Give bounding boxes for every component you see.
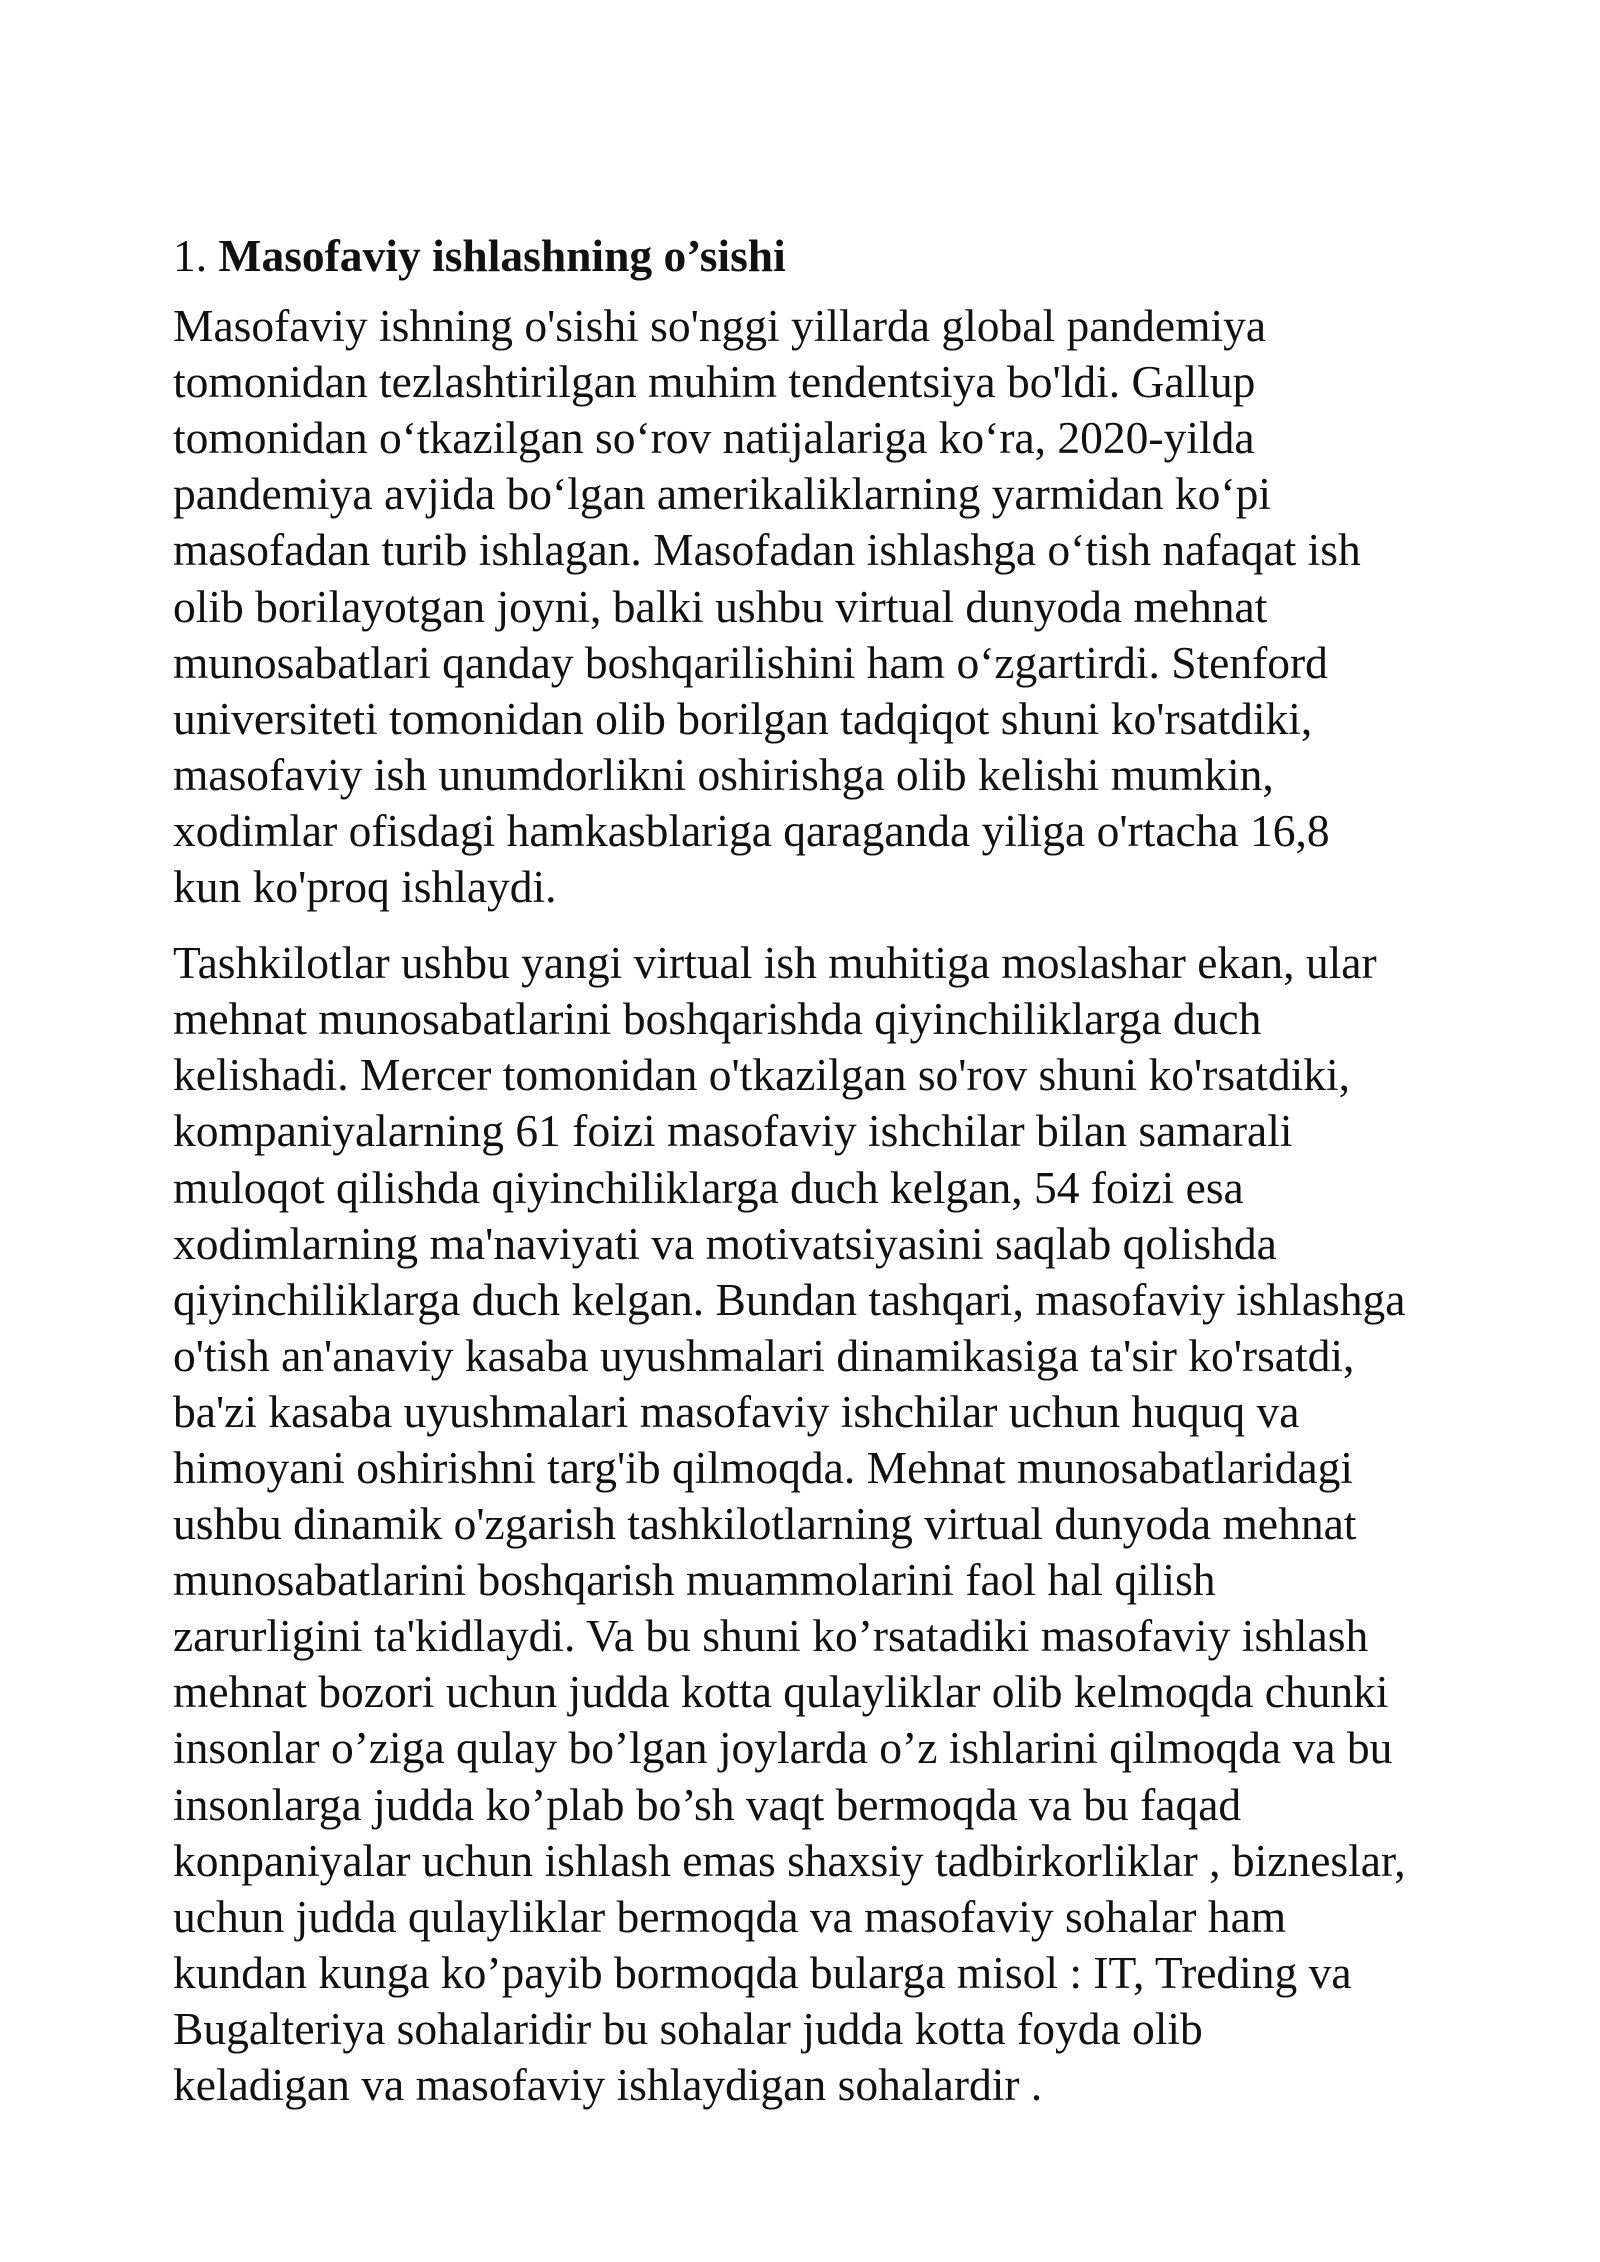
paragraph-2: Tashkilotlar ushbu yangi virtual ish muhitiga moslashar ekan, ular mehnat munosabatlarini boshqarishda qiyinchiliklarga duch kelishadi. Mercer tomonidan o'tkazilgan so'rov shuni ko'rsatdiki, kompaniyalarning 61 foizi masofaviy ishchilar bilan samarali muloqot qilishda qiyinchiliklarga duch kelgan, 54 foizi esa xodimlarning ma'naviyati va motivatsiyasini saqlab qolishda qiyinchiliklarga duch kelgan. Bundan tashqari, masofaviy ishlashga o'tish an'anaviy kasaba uyushmalari dinamikasiga ta'sir ko'rsatdi, ba'zi kasaba uyushmalari masofaviy ishchilar uchun huquq va himoyani oshirishni targ'ib qilmoqda. Mehnat munosabatlaridagi ushbu dinamik o'zgarish tashkilotlarning virtual dunyoda mehnat munosabatlarini boshqarish muammolarini faol hal qilish zarurligini ta'kidlaydi. Va bu shuni ko’rsatadiki masofaviy ishlash mehnat bozori uchun judda kotta qulayliklar olib kelmoqda chunki insonlar o’ziga qulay bo’lgan joylarda o’z ishlarini qilmoqda va bu insonlarga judda ko’plab bo’sh vaqt bermoqda va bu faqad konpaniyalar uchun ishlash emas shaxsiy tadbirkorliklar , bizneslar, uchun judda qulayliklar bermoqda va masofaviy sohalar ham kundan kunga ko’payib bormoqda bularga misol : IT, Treding va Bugalteriya sohalaridir bu sohalar judda kotta foyda olib keladigan va masofaviy ishlaydigan sohalardir . xyxy=(173,937,1406,2110)
section-number: 1. xyxy=(173,230,219,281)
section-title: Masofaviy ishlashning o’sishi xyxy=(218,230,786,281)
document-body xyxy=(173,228,1513,2133)
paragraph-1: Masofaviy ishning o'sishi so'nggi yillarda global pandemiya tomonidan tezlashtirilgan muhim tendentsiya bo'ldi. Gallup tomonidan oʻtkazilgan soʻrov natijalariga koʻra, 2020-yilda pandemiya avjida boʻlgan amerikaliklarning yarmidan koʻpi masofadan turib ishlagan. Masofadan ishlashga oʻtish nafaqat ish olib borilayotgan joyni, balki ushbu virtual dunyoda mehnat munosabatlari qanday boshqarilishini ham oʻzgartirdi. Stenford universiteti tomonidan olib borilgan tadqiqot shuni ko'rsatdiki, masofaviy ish unumdorlikni oshirishga olib kelishi mumkin, xodimlar ofisdagi hamkasblariga qaraganda yiliga o'rtacha 16,8 kun ko'proq ishlaydi. xyxy=(173,300,1361,913)
section-heading xyxy=(173,228,1513,284)
